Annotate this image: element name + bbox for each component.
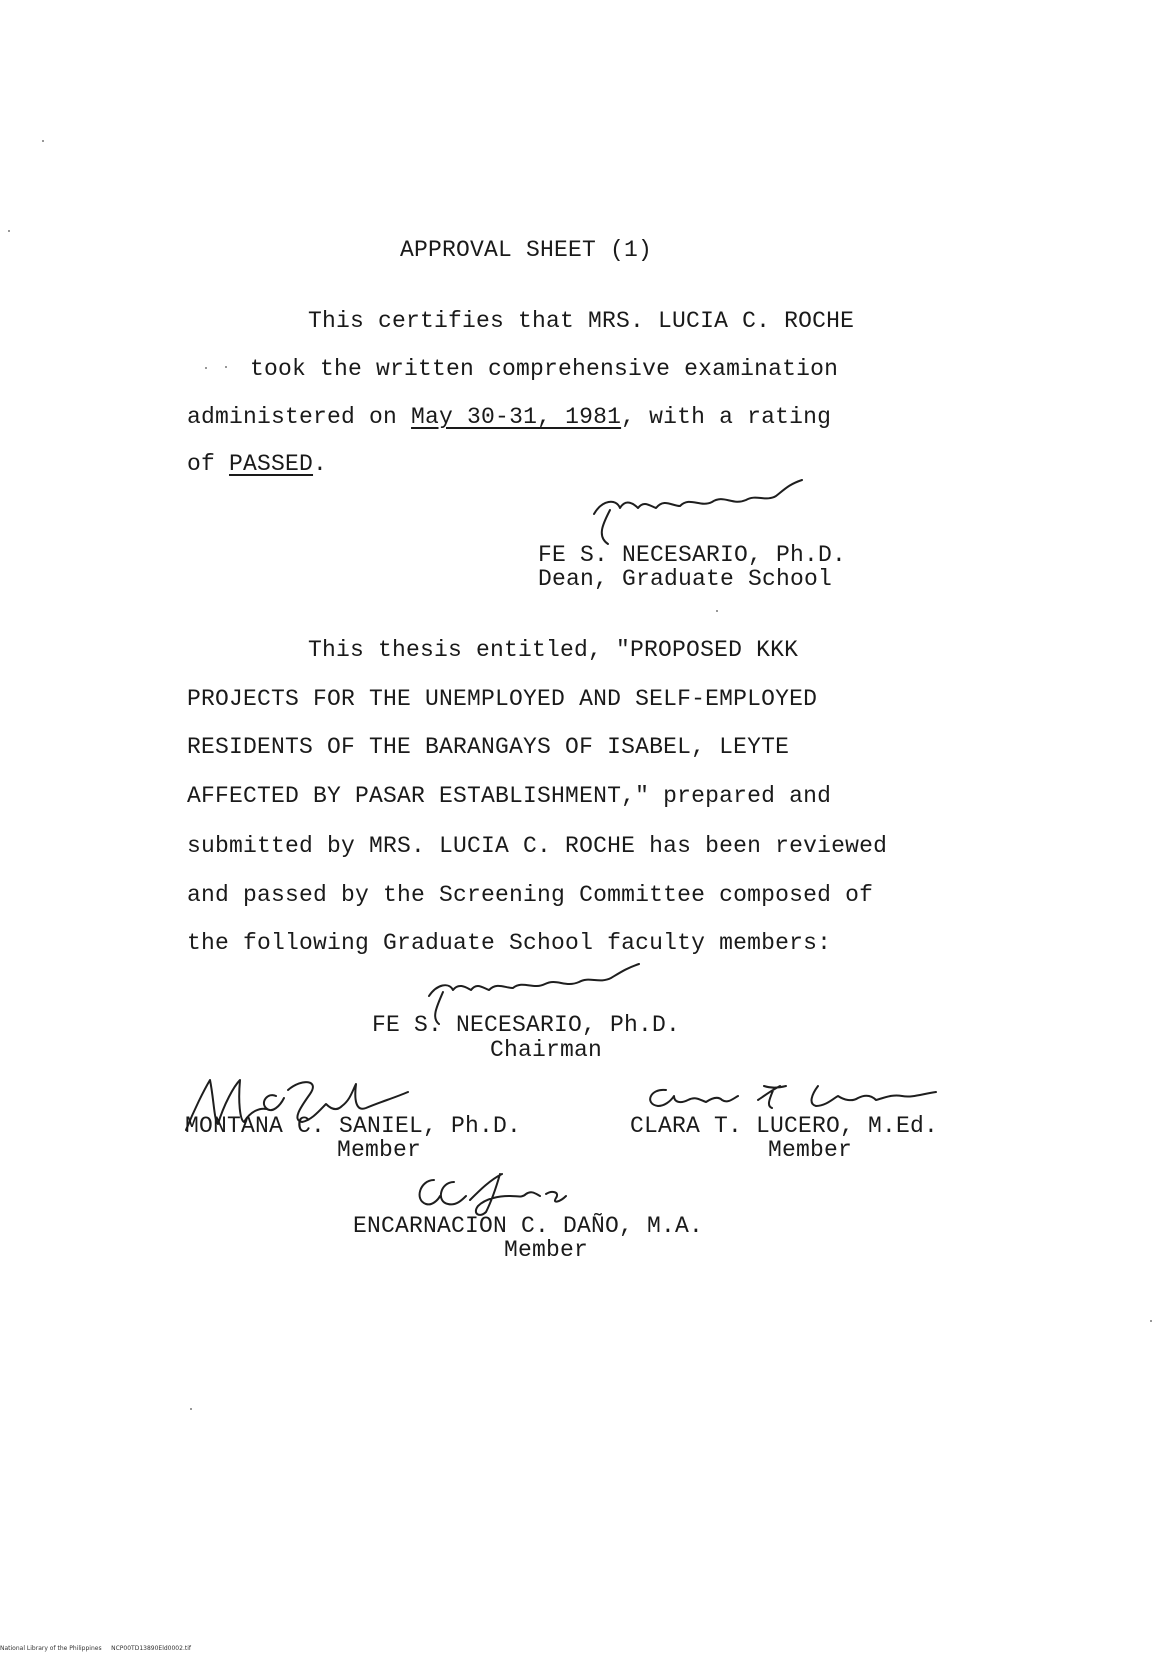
cert-line-3-prefix: administered on	[187, 404, 412, 430]
thesis-line-6: and passed by the Screening Committee composed of	[187, 882, 874, 908]
scan-speck	[8, 230, 10, 232]
scan-speck	[205, 367, 207, 369]
document-title: APPROVAL SHEET (1)	[400, 237, 653, 263]
cert-line-4	[187, 451, 327, 477]
member-2-role: Member	[768, 1137, 853, 1163]
member-2-signature	[640, 1078, 940, 1118]
thesis-line-7: the following Graduate School faculty members:	[187, 930, 832, 956]
scan-speck	[190, 1408, 192, 1410]
thesis-line-1: This thesis entitled, "PROPOSED KKK	[308, 637, 799, 663]
chairman-name: FE S. NECESARIO, Ph.D.	[372, 1012, 681, 1038]
thesis-line-5: submitted by MRS. LUCIA C. ROCHE has been reviewed	[187, 833, 888, 859]
scan-footer-label: National Library of the Philippines NCP00TD13890Eld0002.tif	[0, 1645, 191, 1652]
cert-line-1: This certifies that MRS. LUCIA C. ROCHE	[308, 308, 855, 334]
thesis-line-3: RESIDENTS OF THE BARANGAYS OF ISABEL, LEYTE	[187, 734, 790, 760]
exam-rating: PASSED	[229, 451, 314, 477]
member-2-name: CLARA T. LUCERO, M.Ed.	[630, 1113, 939, 1139]
exam-date: May 30-31, 1981	[411, 404, 622, 430]
scan-speck	[225, 366, 227, 368]
scan-speck	[716, 610, 718, 612]
cert-line-3	[187, 404, 831, 430]
cert-line-4-suffix: .	[313, 451, 328, 477]
scan-speck	[42, 140, 44, 142]
dean-title: Dean, Graduate School	[538, 566, 833, 592]
chairman-role: Chairman	[490, 1037, 603, 1063]
member-3-name: ENCARNACION C. DAÑO, M.A.	[353, 1213, 704, 1239]
member-1-name: MONTANA C. SANIEL, Ph.D.	[185, 1113, 522, 1139]
scan-speck	[1150, 1320, 1152, 1322]
thesis-line-2: PROJECTS FOR THE UNEMPLOYED AND SELF-EMPLOYED	[187, 686, 818, 712]
thesis-line-4: AFFECTED BY PASAR ESTABLISHMENT," prepared and	[187, 783, 832, 809]
cert-line-3-suffix: , with a rating	[621, 404, 832, 430]
dean-name: FE S. NECESARIO, Ph.D.	[538, 542, 847, 568]
cert-line-4-prefix: of	[187, 451, 230, 477]
dean-signature	[590, 478, 820, 548]
member-3-role: Member	[504, 1237, 589, 1263]
cert-line-2: took the written comprehensive examination	[250, 356, 839, 382]
member-1-role: Member	[337, 1137, 422, 1163]
